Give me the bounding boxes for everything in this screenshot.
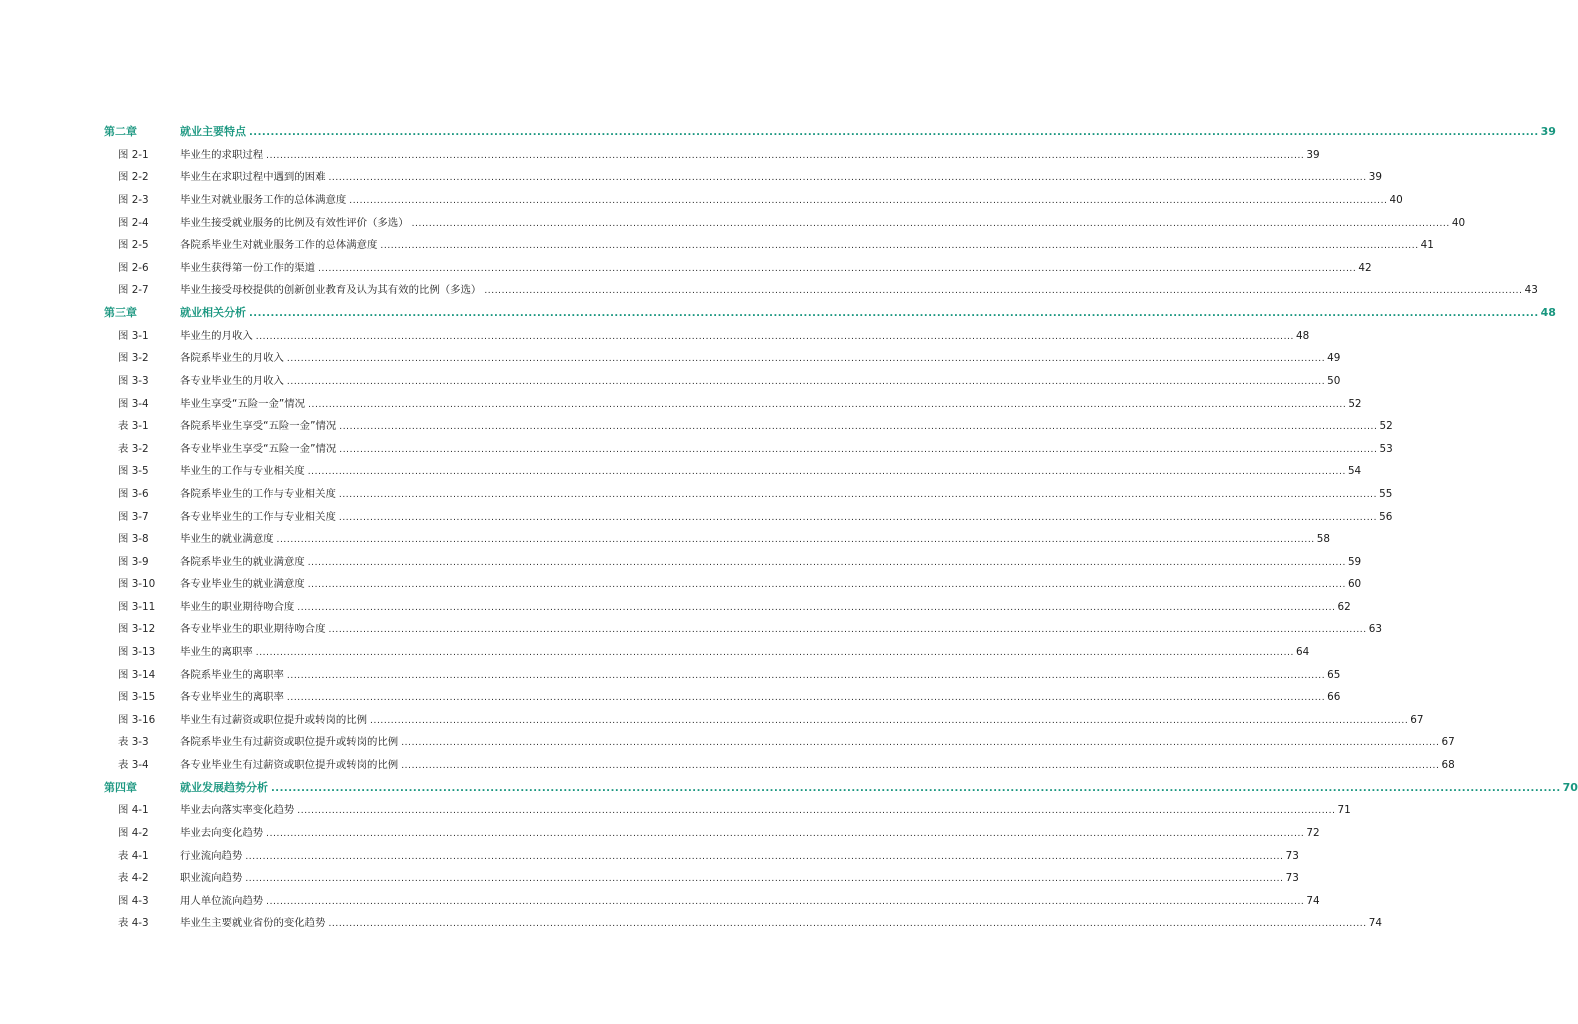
toc-entry-row[interactable] [104, 912, 1382, 935]
toc-entry-row[interactable] [104, 506, 1393, 529]
page-number: 74 [1306, 894, 1320, 907]
entry-label: 图 4-2 [118, 827, 149, 840]
page-number: 53 [1379, 442, 1393, 455]
chapter-title: 就业相关分析 [180, 305, 246, 319]
entry-label: 图 3-14 [118, 668, 156, 681]
toc-chapter-row[interactable] [104, 121, 1556, 144]
entry-title: 各专业毕业生的月收入 [180, 374, 284, 387]
entry-label: 图 3-6 [118, 487, 149, 500]
dot-leader: ............................................................................................................................................................................................................................................................................................................ [286, 693, 1326, 704]
entry-title: 各专业毕业生的离职率 [180, 691, 284, 704]
entry-title: 毕业生享受“五险一金”情况 [180, 397, 306, 410]
entry-title: 毕业生的求职过程 [180, 148, 264, 161]
toc-entry-row[interactable] [104, 618, 1382, 641]
dot-leader: ............................................................................................................................................................................................................................................................................................................ [271, 782, 1561, 794]
entry-title: 毕业生的职业期待吻合度 [180, 600, 295, 613]
chapter-number: 第三章 [104, 305, 137, 319]
dot-leader: ............................................................................................................................................................................................................................................................................................................ [266, 150, 1305, 161]
page-number: 58 [1316, 533, 1330, 546]
page-number: 40 [1451, 216, 1466, 229]
entry-label: 图 3-7 [118, 510, 149, 523]
entry-title: 毕业去向落实率变化趋势 [180, 804, 295, 817]
toc-entry-row[interactable] [104, 731, 1455, 754]
dot-leader: ............................................................................................................................................................................................................................................................................................................ [276, 535, 1315, 546]
toc-entry-row[interactable] [104, 867, 1299, 890]
toc-entry-row[interactable] [104, 845, 1299, 868]
entry-label: 图 3-1 [118, 329, 149, 342]
dot-leader: ............................................................................................................................................................................................................................................................................................................ [328, 625, 1367, 636]
toc-entry-row[interactable] [104, 370, 1341, 393]
entry-label: 图 4-3 [118, 894, 149, 907]
page-number: 42 [1358, 261, 1372, 274]
entry-title: 各院系毕业生有过薪资或职位提升或转岗的比例 [180, 736, 399, 749]
page-number: 39 [1306, 148, 1320, 161]
entry-label: 图 2-1 [118, 148, 149, 161]
entry-title: 用人单位流向趋势 [180, 894, 264, 907]
entry-label: 图 2-6 [118, 261, 149, 274]
dot-leader: ............................................................................................................................................................................................................................................................................................................ [339, 444, 1378, 455]
dot-leader: ............................................................................................................................................................................................................................................................................................................ [307, 557, 1346, 568]
entry-label: 表 3-4 [118, 759, 149, 772]
dot-leader: ............................................................................................................................................................................................................................................................................................................ [339, 422, 1378, 433]
dot-leader: ............................................................................................................................................................................................................................................................................................................ [255, 331, 1294, 342]
page-number: 40 [1389, 193, 1403, 206]
toc-entry-row[interactable] [104, 799, 1351, 822]
entry-label: 图 3-13 [118, 646, 156, 659]
dot-leader: ............................................................................................................................................................................................................................................................................................................ [308, 399, 1347, 410]
entry-label: 图 3-11 [118, 600, 156, 613]
toc-entry-row[interactable] [104, 279, 1538, 302]
page-number: 60 [1347, 578, 1362, 591]
entry-label: 表 4-1 [118, 849, 149, 862]
toc-entry-row[interactable] [104, 257, 1372, 280]
entry-label: 图 3-5 [118, 465, 149, 478]
entry-label: 图 3-16 [118, 713, 156, 726]
page-number: 63 [1368, 623, 1382, 636]
entry-label: 图 2-4 [118, 216, 149, 229]
dot-leader: ............................................................................................................................................................................................................................................................................................................ [370, 715, 1409, 726]
entry-label: 图 3-8 [118, 533, 149, 546]
toc-entry-row[interactable] [104, 822, 1320, 845]
chapter-number: 第二章 [104, 125, 137, 138]
entry-title: 各院系毕业生的月收入 [180, 352, 284, 365]
toc-entry-row[interactable] [104, 393, 1362, 416]
dot-leader: ............................................................................................................................................................................................................................................................................................................ [401, 738, 1440, 749]
entry-label: 图 3-3 [118, 374, 149, 387]
entry-label: 图 2-2 [118, 171, 149, 184]
dot-leader: ............................................................................................................................................................................................................................................................................................................ [286, 354, 1326, 365]
entry-label: 表 3-1 [118, 420, 149, 433]
dot-leader: ............................................................................................................................................................................................................................................................................................................ [307, 580, 1346, 591]
toc-entry-row[interactable] [104, 551, 1362, 574]
page-number: 39 [1368, 171, 1382, 184]
page-number: 65 [1327, 668, 1341, 681]
dot-leader: ............................................................................................................................................................................................................................................................................................................ [286, 376, 1326, 387]
page-number: 67 [1410, 713, 1424, 726]
entry-title: 各院系毕业生对就业服务工作的总体满意度 [180, 239, 378, 252]
toc-entry-row[interactable] [104, 212, 1466, 235]
dot-leader: ............................................................................................................................................................................................................................................................................................................ [297, 602, 1336, 613]
toc-entry-row[interactable] [104, 754, 1455, 777]
page-number: 73 [1285, 872, 1299, 885]
dot-leader: ............................................................................................................................................................................................................................................................................................................ [338, 512, 1378, 523]
dot-leader: ............................................................................................................................................................................................................................................................................................................ [286, 670, 1326, 681]
dot-leader: ............................................................................................................................................................................................................................................................................................................ [484, 286, 1523, 297]
dot-leader: ............................................................................................................................................................................................................................................................................................................ [249, 307, 1539, 319]
page-number: 49 [1327, 352, 1341, 365]
dot-leader: ............................................................................................................................................................................................................................................................................................................ [349, 195, 1388, 206]
entry-title: 各专业毕业生有过薪资或职位提升或转岗的比例 [180, 759, 399, 772]
dot-leader: ............................................................................................................................................................................................................................................................................................................ [266, 829, 1305, 840]
toc-entry-row[interactable] [104, 234, 1434, 257]
page-number: 43 [1524, 284, 1538, 297]
toc-entry-row[interactable] [104, 641, 1310, 664]
toc-chapter-row[interactable] [104, 302, 1556, 325]
entry-title: 毕业生接受母校提供的创新创业教育及认为其有效的比例（多选） [180, 284, 482, 297]
page-number: 48 [1295, 329, 1310, 342]
page-number: 70 [1562, 780, 1578, 794]
page-number: 54 [1347, 465, 1362, 478]
page-number: 73 [1285, 849, 1299, 862]
entry-title: 毕业生主要就业省份的变化趋势 [180, 917, 326, 930]
page-number: 71 [1337, 804, 1351, 817]
toc-entry-row[interactable] [104, 438, 1393, 461]
toc-entry-row[interactable] [104, 890, 1320, 913]
entry-title: 职业流向趋势 [180, 872, 243, 885]
entry-label: 图 3-2 [118, 352, 149, 365]
toc-entry-row[interactable] [104, 166, 1382, 189]
toc-chapter-row[interactable] [104, 777, 1578, 800]
dot-leader: ............................................................................................................................................................................................................................................................................................................ [307, 467, 1346, 478]
page-number: 48 [1540, 305, 1556, 319]
entry-title: 各专业毕业生享受“五险一金”情况 [180, 442, 337, 455]
page-number: 74 [1368, 917, 1382, 930]
page-number: 67 [1441, 736, 1455, 749]
page-number: 50 [1327, 374, 1341, 387]
toc-entry-row[interactable] [104, 709, 1424, 732]
entry-title: 各院系毕业生的离职率 [180, 668, 284, 681]
entry-title: 毕业生在求职过程中遇到的困难 [180, 171, 326, 184]
page-number: 41 [1420, 239, 1434, 252]
entry-label: 表 3-3 [118, 736, 149, 749]
dot-leader: ............................................................................................................................................................................................................................................................................................................ [245, 874, 1284, 885]
entry-title: 各专业毕业生的工作与专业相关度 [180, 510, 336, 523]
entry-title: 毕业去向变化趋势 [180, 827, 264, 840]
toc-entry-row[interactable] [104, 686, 1341, 709]
page-number: 64 [1295, 646, 1310, 659]
dot-leader: ............................................................................................................................................................................................................................................................................................................ [328, 173, 1367, 184]
entry-title: 行业流向趋势 [180, 849, 243, 862]
entry-title: 各院系毕业生享受“五险一金”情况 [180, 420, 337, 433]
entry-title: 毕业生接受就业服务的比例及有效性评价（多选） [180, 216, 409, 229]
page-number: 39 [1540, 125, 1556, 138]
dot-leader: ............................................................................................................................................................................................................................................................................................................ [245, 851, 1284, 862]
entry-title: 毕业生获得第一份工作的渠道 [180, 261, 316, 274]
entry-title: 毕业生有过薪资或职位提升或转岗的比例 [180, 713, 368, 726]
dot-leader: ............................................................................................................................................................................................................................................................................................................ [328, 919, 1367, 930]
page-number: 55 [1379, 487, 1393, 500]
page-number: 59 [1347, 555, 1362, 568]
entry-title: 各专业毕业生的职业期待吻合度 [180, 623, 326, 636]
dot-leader: ............................................................................................................................................................................................................................................................................................................ [318, 263, 1357, 274]
entry-label: 图 3-4 [118, 397, 149, 410]
entry-label: 图 3-9 [118, 555, 149, 568]
toc-entry-row[interactable] [104, 144, 1320, 167]
entry-label: 图 2-7 [118, 284, 149, 297]
entry-title: 毕业生对就业服务工作的总体满意度 [180, 193, 347, 206]
entry-label: 表 4-3 [118, 917, 149, 930]
toc-entry-row[interactable] [104, 573, 1362, 596]
entry-label: 图 2-5 [118, 239, 149, 252]
entry-title: 各专业毕业生的就业满意度 [180, 578, 305, 591]
entry-label: 图 3-12 [118, 623, 156, 636]
entry-title: 毕业生的月收入 [180, 329, 253, 342]
chapter-number: 第四章 [104, 780, 137, 794]
dot-leader: ............................................................................................................................................................................................................................................................................................................ [401, 761, 1440, 772]
page-number: 68 [1441, 759, 1455, 772]
table-of-contents [104, 121, 1578, 935]
entry-title: 毕业生的就业满意度 [180, 533, 274, 546]
page-number: 52 [1379, 420, 1393, 433]
dot-leader: ............................................................................................................................................................................................................................................................................................................ [266, 896, 1305, 907]
page-number: 62 [1337, 600, 1351, 613]
toc-entry-row[interactable] [104, 664, 1341, 687]
dot-leader: ............................................................................................................................................................................................................................................................................................................ [249, 127, 1539, 138]
toc-entry-row[interactable] [104, 483, 1393, 506]
toc-entry-row[interactable] [104, 415, 1393, 438]
dot-leader: ............................................................................................................................................................................................................................................................................................................ [411, 218, 1450, 229]
entry-title: 各院系毕业生的工作与专业相关度 [180, 487, 336, 500]
entry-title: 各院系毕业生的就业满意度 [180, 555, 305, 568]
toc-entry-row[interactable] [104, 596, 1351, 619]
toc-entry-row[interactable] [104, 347, 1341, 370]
entry-label: 图 4-1 [118, 804, 149, 817]
entry-label: 图 3-15 [118, 691, 156, 704]
toc-entry-row[interactable] [104, 189, 1403, 212]
dot-leader: ............................................................................................................................................................................................................................................................................................................ [255, 648, 1294, 659]
chapter-title: 就业发展趋势分析 [180, 780, 268, 794]
entry-title: 毕业生的离职率 [180, 646, 253, 659]
toc-entry-row[interactable] [104, 528, 1330, 551]
toc-entry-row[interactable] [104, 460, 1362, 483]
page-number: 72 [1306, 827, 1320, 840]
page-number: 56 [1379, 510, 1393, 523]
chapter-title: 就业主要特点 [180, 125, 246, 138]
entry-label: 图 2-3 [118, 193, 149, 206]
entry-label: 表 3-2 [118, 442, 149, 455]
toc-entry-row[interactable] [104, 325, 1310, 348]
dot-leader: ............................................................................................................................................................................................................................................................................................................ [380, 241, 1419, 252]
page-number: 66 [1327, 691, 1341, 704]
dot-leader: ............................................................................................................................................................................................................................................................................................................ [297, 806, 1336, 817]
entry-label: 表 4-2 [118, 872, 149, 885]
entry-label: 图 3-10 [118, 578, 156, 591]
page-number: 52 [1348, 397, 1362, 410]
entry-title: 毕业生的工作与专业相关度 [180, 465, 305, 478]
dot-leader: ............................................................................................................................................................................................................................................................................................................ [338, 489, 1378, 500]
